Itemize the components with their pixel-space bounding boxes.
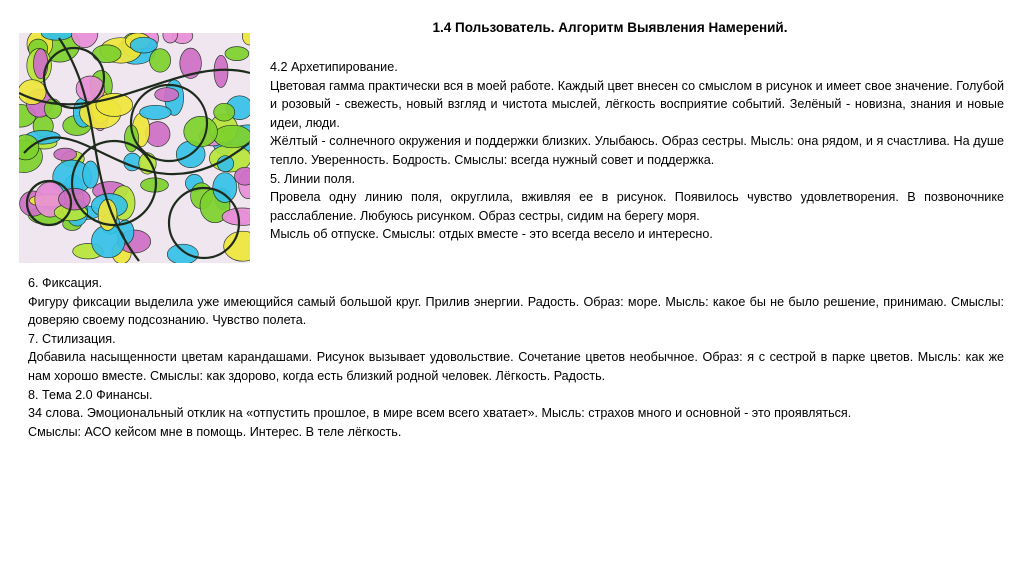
slide-title: 1.4 Пользователь. Алгоритм Выявления Намерений. [432, 20, 788, 35]
bottom-text-block [28, 274, 1004, 441]
paragraph-color-meaning: Цветовая гамма практически вся в моей работе. Каждый цвет внесен со смыслом в рисунок и имеет свое значение. Голубой и розовый - свежесть, новый взгляд и чистота мыслей, лёгкость восприятие событий. Зелёный - новизна, знания и новые идеи, люди. [270, 78, 1004, 130]
paragraph-yellow-meaning: Жёлтый - солнечного окружения и поддержки близких. Улыбаюсь. Образ сестры. Мысль: она рядом, и я счастлива. На душе тепло. Уверенность. Бодрость. Смыслы: всегда нужный совет и поддержка. [270, 134, 1004, 167]
paragraph-field-line: Провела одну линию поля, округлила, вживляя ее в рисунок. Появилось чувство удовлетворения. В позвоночнике расслабление. Любуюсь рисунком. Образ сестры, сидим на берегу моря. [270, 190, 1004, 223]
neurographic-drawing-image [19, 33, 250, 263]
paragraph-finance-response: 34 слова. Эмоциональный отклик на «отпустить прошлое, в мире всем всего хватает». Мысль: страхов много и основной - это проявляться. [28, 406, 852, 421]
section-heading-archetyping: 4.2 Архетипирование. [270, 60, 398, 74]
paragraph-finance-meanings: Смыслы: АСО кейсом мне в помощь. Интерес. В теле лёгкость. [28, 424, 402, 439]
section-heading-stylization: 7. Стилизация. [28, 331, 116, 346]
section-heading-fixation: 6. Фиксация. [28, 276, 103, 290]
section-heading-field-lines: 5. Линии поля. [270, 171, 356, 186]
paragraph-fixation: Фигуру фиксации выделила уже имеющийся самый большой круг. Прилив энергии. Радость. Образ: море. Мысль: какое бы не было решение, принимаю. Смыслы: доверяю своему подсознанию. Чувство полета. [28, 294, 1004, 328]
paragraph-stylization: Добавила насыщенности цветам карандашами. Рисунок вызывает удовольствие. Сочетание цветов необычное. Образ: я с сестрой в парке цветов. Мысль: как же нам хорошо вместе. Смыслы: как здорово, когда есть близкий родной человек. Лёгкость. Радость. [28, 350, 1004, 383]
section-heading-finance-theme: 8. Тема 2.0 Финансы. [28, 387, 153, 402]
paragraph-vacation-thought: Мысль об отпуске. Смыслы: отдых вместе - это всегда весело и интересно. [270, 227, 713, 242]
right-text-column [270, 58, 1004, 244]
